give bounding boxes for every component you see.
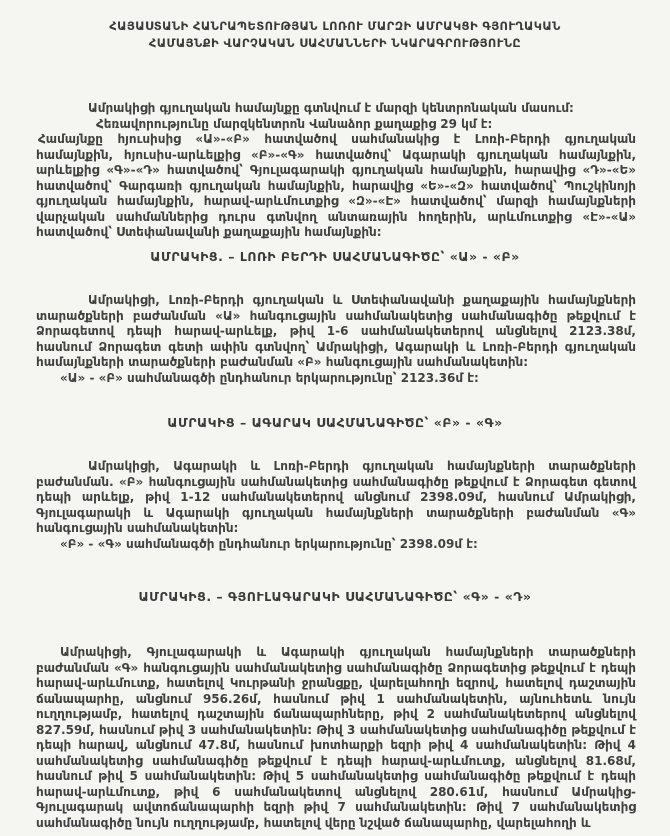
document-title (0, 18, 670, 52)
section-heading-agarak: ԱՄՐԱԿԻՑ – ԱԳԱՐԱԿ ՍԱՀՄԱՆԱԳԻԾԸ՝ «Բ» - «Գ» (167, 415, 503, 430)
intro-location-line: Ամրակիցի գյուղական համայնքը գտնվում է մարզի կենտրոնական մասում: (88, 101, 574, 115)
title-line-1: ՀԱՅԱՍՏԱՆԻ ՀԱՆՐԱՊԵՏՈՒԹՅԱՆ ԼՈՌՈՒ ՄԱՐԶԻ ԱՄՐԱԿՑԻ ԳՅՈՒՂԱԿԱՆ (109, 19, 561, 33)
section-agarak-body: Ամրակիցի, Ագարակի և Լոռի-Բերդի գյուղական համայնքների տարածքների բաժանման. «Բ» հանգուցային սահմանակետից սահմանագիծը թեքվում է Ձորագետ գետով դեպի արևելք, թիվ 1-12 սահմանակետերով անցնում 2398.09մ, հասնում Ամրակիցի, Գյուլագարակի և Ագարակի գյուղական համայնքների տարածքների բաժանման «Գ» հանգուցային սահմանակետին: (36, 459, 636, 535)
title-line-2: ՀԱՄԱՅՆՔԻ ՎԱՐՉԱԿԱՆ ՍԱՀՄԱՆՆԵՐԻ ՆԿԱՐԱԳՐՈՒԹՅՈՒՆԸ (148, 36, 522, 50)
section-heading-gyulagarak: ԱՄՐԱԿԻՑ. – ԳՅՈՒԼԱԳԱՐԱԿԻ ՍԱՀՄԱՆԱԳԻԾԸ՝ «Գ» - «Դ» (138, 589, 532, 604)
section-heading-lori-berd: ԱՄՐԱԿԻՑ. – ԼՈՌԻ ԲԵՐԴԻ ՍԱՀՄԱՆԱԳԻԾԸ՝ «Ա» - «Բ» (150, 249, 520, 264)
intro-border-description: Համայնքը հյուսիսից «Ա»-«Բ» հատվածով սահմանակից է Լոռի-Բերդի գյուղական համայնքին, հյուսիս-արևելքից «Բ»-«Գ» հատվածով՝ Ագարակի գյուղական համայնքին, արևելքից «Գ»-«Դ» հատվածով՝ Գյուլագարակի գյուղական համայնքին, հարավից «Դ»-«Ե» հատվածով՝ Գարգառի գյուղական համայնքին, հարավից «Ե»-«Զ» հատվածով՝ Պուշկինոյի գյուղական համայնքին, հարավ-արևմուտքից «Զ»-«Է» հատվածով՝ մարզի համայնքների վարչական սահմաններից դուրս գտնվող անտառային հողերին, արևմուտքից «Է»-«Ա» հատվածով՝ Ստեփանավանի քաղաքային համայնքին: (36, 132, 636, 239)
section-gyulagarak-body: Ամրակիցի, Գյուլագարակի և Ագարակի գյուղական համայնքների տարածքների բաժանման «Գ» հանգուցային սահմանակետից սահմանագիծը Ձորագետից թեքվում է դեպի հարավ-արևմուտք, հատելով Կուրթանի ջրանցքը, վարելահողի եզրով, հատելով դաշտային ճանապարհը, անցնում 956.26մ, հասնում թիվ 1 սահմանակետին, այնուհետև նույն ուղղությամբ, հատելով դաշտային ճանապարհները, թիվ 2 սահմանակետերով անցնելով 827.59մ, հասնում թիվ 3 սահմանակետին: Թիվ 3 սահմանակետից սահմանագիծը թեքվում է դեպի հարավ, անցնում 47.8մ, հասնում խոտհարքի եզրի թիվ 4 սահմանակետին: Թիվ 4 սահմանակետից սահմանագիծը թեքվում է դեպի հարավ-արևմուտք, անցնելով 81.68մ, հասնում թիվ 5 սահմանակետին: Թիվ 5 սահմանակետից սահմանագիծը թեքվում է դեպի հարավ-արևմուտք, թիվ 6 սահմանակետով անցնելով 280.61մ, հասնում Ամրակից-Գյուլագարակ ավտոճանապարհի եզրի թիվ 7 սահմանակետին: Թիվ 7 սահմանակետից սահմանագիծը նույն ուղղությամբ, հատելով վերը նշված ճանապարհը, վարելահողի և (36, 645, 636, 830)
section-agarak (36, 459, 636, 552)
section-gyulagarak (36, 645, 636, 831)
intro-paragraph (36, 101, 636, 241)
section-lori-berd-total-length: «Ա» - «Բ» սահմանագծի ընդհանուր երկարությունը՝ 2123.36մ է: (60, 370, 479, 385)
section-lori-berd (36, 293, 636, 386)
section-lori-berd-body: Ամրակիցի, Լոռի-Բերդի գյուղական և Ստեփանավանի քաղաքային համայնքների տարածքների բաժանման «Ա» հանգուցային սահմանակետից սահմանագիծը թեքվում է Ձորագետով դեպի հարավ-արևելք, թիվ 1-6 սահմանակետերով անցնելով 2123.38մ, հասնում Ձորագետ գետի ափին գտնվող՝ Ամրակիցի, Ագարակի և Լոռի-Բերդի գյուղական համայնքների տարածքների բաժանման «Բ» հանգուցային սահմանակետին: (36, 293, 636, 369)
intro-distance-line: Հեռավորությունը մարզկենտրոն Վանաձոր քաղաքից 29 կմ է: (96, 116, 493, 131)
section-agarak-total-length: «Բ» - «Գ» սահմանագծի ընդհանուր երկարությունը՝ 2398.09մ է: (60, 536, 478, 551)
